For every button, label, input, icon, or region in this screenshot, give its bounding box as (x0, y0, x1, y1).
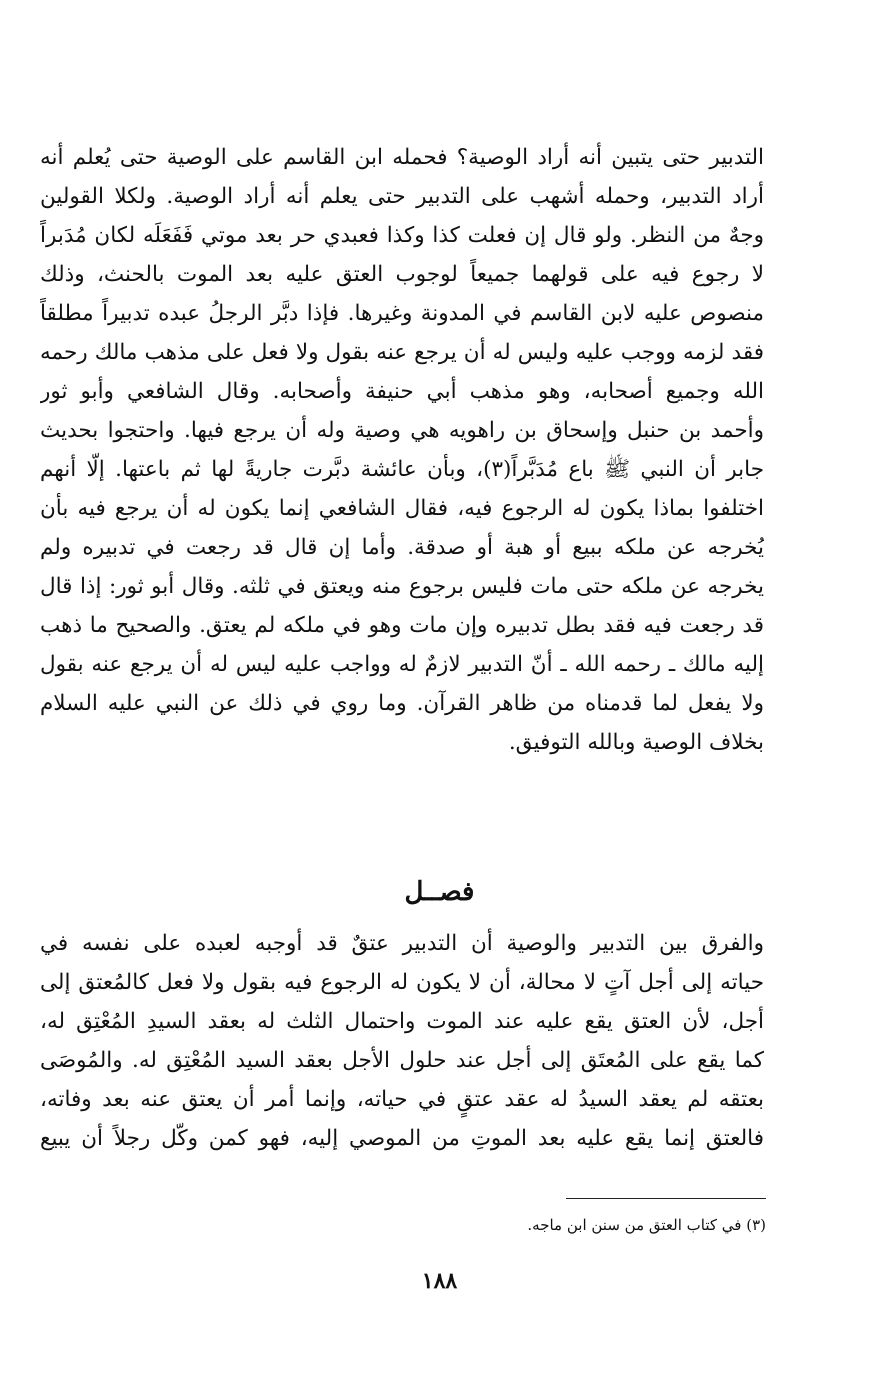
text-line: حياته إلى أجل آتٍ لا محالة، أن لا يكون له الرجوع فيه بقول ولا فعل كالمُعتق إلى (40, 970, 764, 995)
text-line: فالعتق إنما يقع عليه بعد الموتِ من الموصي إليه، فهو كمن وكّل رجلاً أن يبيع (40, 1126, 764, 1151)
text-line: وأحمد بن حنبل وإسحاق بن راهويه هي وصية وله أن يرجع فيها. واحتجوا بحديث (40, 418, 764, 443)
text-line: منصوص عليه لابن القاسم في المدونة وغيرها. فإذا دبَّر الرجلُ عبده تدبيراً مطلقاً (40, 301, 764, 326)
text-line: بعتقه لم يعقد السيدُ له عقد عتقٍ في حياته، وإنما أمر أن يعتق عنه بعد وفاته، (40, 1087, 764, 1112)
text-line: أجل، لأن العتق يقع عليه عند الموت واحتمال الثلث له بعقد السيدِ المُعْتِق له، (40, 1009, 764, 1034)
text-line: كما يقع على المُعتَق إلى أجل عند حلول الأجل بعقد السيد المُعْتِق له. والمُوصَى (40, 1048, 764, 1073)
footnote-divider (566, 1198, 766, 1199)
paragraph-1 (40, 138, 764, 762)
text-line: قد رجعت فيه فقد بطل تدبيره وإن مات وهو في ملكه لم يعتق. والصحيح ما ذهب (40, 613, 764, 638)
section-heading: فصــل (404, 877, 475, 907)
paragraph-2 (40, 924, 764, 1158)
text-line: يخرجه عن ملكه حتى مات فليس برجوع منه ويعتق في ثلثه. وقال أبو ثور: إذا قال (40, 574, 764, 599)
text-line: لا رجوع فيه على قولهما جميعاً لوجوب العتق عليه بعد الموت بالحنث، وذلك (40, 262, 764, 287)
text-line: بخلاف الوصية وبالله التوفيق. (508, 730, 764, 755)
text-line: الله وجميع أصحابه، وهو مذهب أبي حنيفة وأصحابه. وقال الشافعي وأبو ثور (40, 379, 764, 404)
text-line: وجهٌ من النظر. ولو قال إن فعلت كذا وكذا فعبدي حر بعد موتي فَفَعَلَه لكان مُدَبراً (40, 223, 764, 248)
text-line: جابر أن النبي ﷺ باع مُدَبَّراً(٣)، وبأن عائشة دبَّرت جاريةً لها ثم باعتها. إلّا أنهم (40, 457, 764, 482)
footnote: (٣) في كتاب العتق من سنن ابن ماجه. (527, 1216, 766, 1234)
text-line: والفرق بين التدبير والوصية أن التدبير عتقٌ قد أوجبه لعبده على نفسه في (40, 931, 764, 956)
text-line: ولا يفعل لما قدمناه من ظاهر القرآن. وما روي في ذلك عن النبي عليه السلام (40, 691, 764, 716)
text-line: التدبير حتى يتبين أنه أراد الوصية؟ فحمله ابن القاسم على الوصية حتى يُعلم أنه (40, 145, 764, 170)
text-line: فقد لزمه ووجب عليه وليس له أن يرجع عنه بقول ولا فعل على مذهب مالك رحمه (40, 340, 764, 365)
text-line: أراد التدبير، وحمله أشهب على التدبير حتى يعلم أنه أراد الوصية. ولكلا القولين (40, 184, 764, 209)
text-line: يُخرجه عن ملكه ببيع أو هبة أو صدقة. وأما إن قال قد رجعت في تدبيره ولم (40, 535, 764, 560)
text-line: اختلفوا بماذا يكون له الرجوع فيه، فقال الشافعي إنما يكون له أن يرجع فيه بأن (40, 496, 764, 521)
text-line: إليه مالك ـ رحمه الله ـ أنّ التدبير لازمٌ له وواجب عليه ليس له أن يرجع عنه بقول (40, 652, 764, 677)
page-number: ١٨٨ (421, 1268, 458, 1294)
